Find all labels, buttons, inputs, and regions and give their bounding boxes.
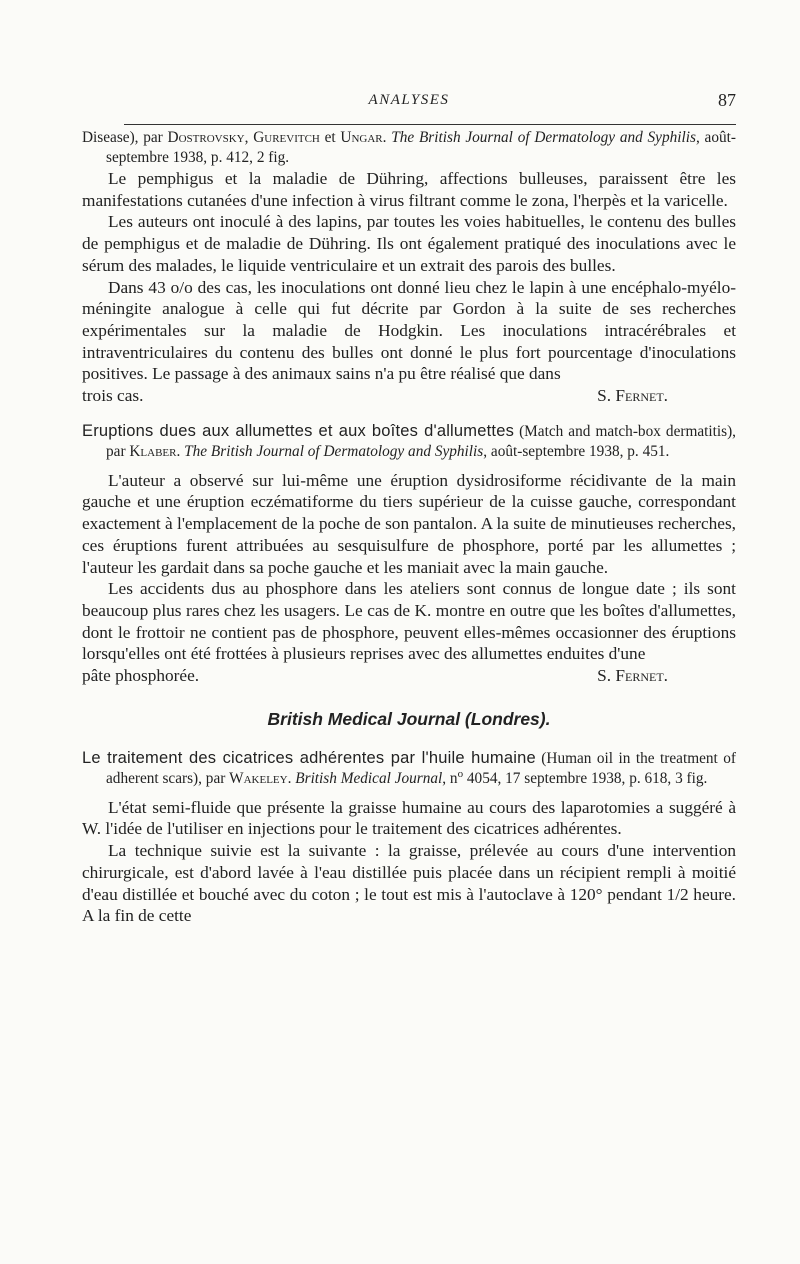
- signature-line: trois cas. S. Fernet.: [82, 385, 736, 407]
- signature-line: pâte phosphorée. S. Fernet.: [82, 665, 736, 687]
- running-head: [82, 88, 736, 118]
- journal-name: The British Journal of Dermatology and Syphilis: [184, 442, 484, 460]
- header-rule: [124, 124, 736, 125]
- running-title: ANALYSES: [368, 92, 450, 108]
- journal-name: The British Journal of Dermatology and Syphilis: [391, 129, 696, 146]
- paragraph: L'auteur a observé sur lui-même une éruption dysidrosiforme récidivante de la main gauche et une éruption eczématiforme du tiers supérieur de la cuisse gauche, correspondant exactement à l'emplacement de la poche de son pantalon. A la suite de minutieuses recherches, ces éruptions furent attribuées au sesquisulfure de phosphore, porté par les allumettes ; l'auteur les gardait dans sa poche gauche et les maniait avec la main gauche.: [82, 470, 736, 577]
- signature: S. Fernet.: [597, 666, 668, 686]
- paragraph: Les auteurs ont inoculé à des lapins, par toutes les voies habituelles, le contenu des bulles de pemphigus et de maladie de Dühring. Ils ont également pratiqué des inoculations avec le sérum des malades, le liquide ventriculaire et un extrait des parois des bulles.: [82, 212, 736, 275]
- article1-reference: Disease), par Dostrovsky, Gurevitch et Ungar. The British Journal of Dermatology and Syphilis, août-septembre 1938, p. 412, 2 fig.: [82, 129, 736, 166]
- author-name: Wakeley: [229, 769, 288, 787]
- article-title: Eruptions dues aux allumettes et aux boîtes d'allumettes: [82, 421, 515, 440]
- paragraph: L'état semi-fluide que présente la graisse humaine au cours des laparotomies a suggéré à W. l'idée de l'utiliser en injections pour le traitement des cicatrices adhérentes.: [82, 797, 736, 839]
- article2-reference: Eruptions dues aux allumettes et aux boîtes d'allumettes (Match and match-box dermatitis), par Klaber. The British Journal of Dermatology and Syphilis, août-septembre 1938, p. 451.: [82, 421, 737, 460]
- article3-reference: Le traitement des cicatrices adhérentes par l'huile humaine (Human oil in the treatment of adherent scars), par Wakeley. British Medical Journal, $n^o$ 4054, 17 septembre 1938, p. 618, 3 fig.: [82, 748, 736, 787]
- signature: S. Fernet.: [597, 386, 668, 406]
- page-number: 87: [718, 90, 736, 110]
- section-heading: British Medical Journal (Londres).: [267, 708, 551, 729]
- paragraph: Le pemphigus et la maladie de Dühring, affections bulleuses, paraissent être les manifestations cutanées d'une infection à virus filtrant comme le zona, l'herpès et la varicelle.: [82, 169, 736, 210]
- page-content: [82, 128, 736, 927]
- author-name: Dostrovsky: [167, 129, 245, 146]
- author-name: Ungar: [340, 129, 383, 146]
- journal-name: British Medical Journal: [295, 769, 443, 787]
- author-name: Klaber: [129, 442, 177, 460]
- article-title: Le traitement des cicatrices adhérentes par l'huile humaine: [82, 748, 536, 767]
- paragraph: Les accidents dus au phosphore dans les ateliers sont connus de longue date ; ils sont beaucoup plus rares chez les usagers. Le cas de K. montre en outre que les boîtes d'allumettes, dont le frottoir ne contient pas de phosphore, peuvent elles-mêmes occasionner des éruptions lorsqu'elles ont été frottées à plusieurs reprises avec des allumettes enduites d'une: [82, 579, 736, 664]
- author-name: Gurevitch: [253, 129, 320, 146]
- paragraph: Dans 43 o/o des cas, les inoculations ont donné lieu chez le lapin à une encéphalo-myélo-méningite analogue à celle qui fut décrite par Gordon à la suite de ses recherches expérimentales sur la maladie de Hodgkin. Les inoculations intracérébrales et intraventriculaires du contenu des bulles ont donné le plus fort pourcentage d'inoculations positives. Le passage à des animaux sains n'a pu être réalisé que dans: [82, 277, 736, 384]
- paragraph: La technique suivie est la suivante : la graisse, prélevée au cours d'une intervention chirurgicale, est d'abord lavée à l'eau distillée puis placée dans un récipient rempli à moitié d'eau distillée et bouché avec du coton ; le tout est mis à l'autoclave à 120° pendant 1/2 heure. A la fin de cette: [82, 841, 736, 926]
